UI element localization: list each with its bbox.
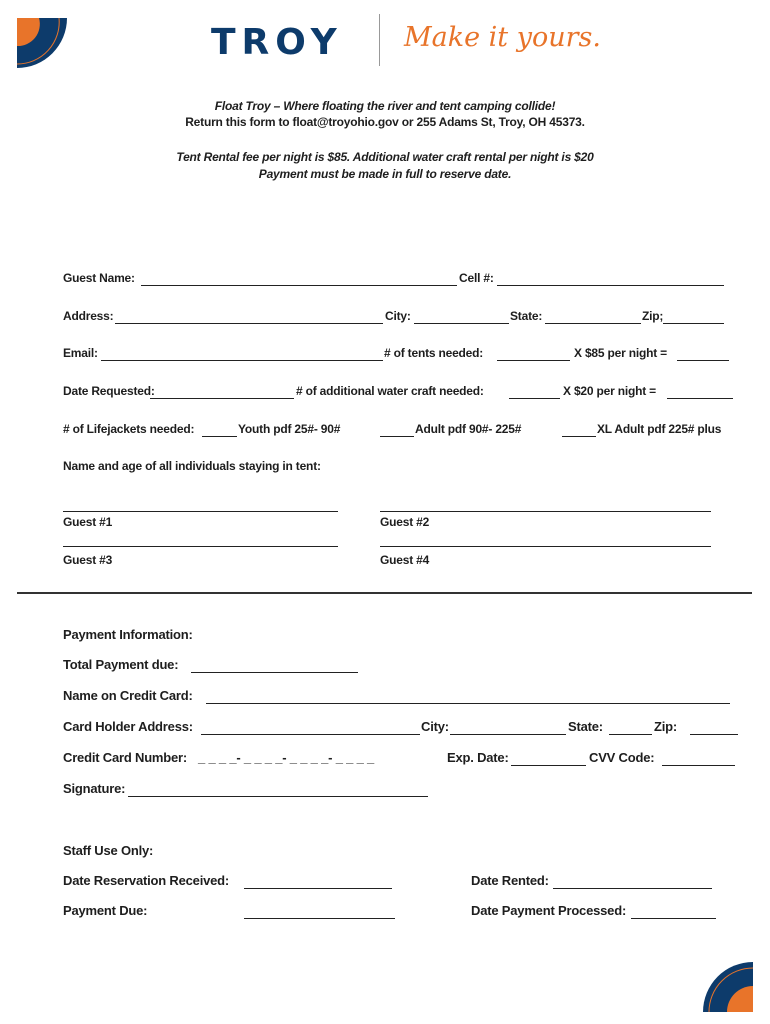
holder-address-label: Card Holder Address:	[63, 719, 193, 734]
total-due-label: Total Payment due:	[63, 657, 179, 672]
email-field[interactable]	[101, 348, 383, 361]
exp-date-label: Exp. Date:	[447, 750, 509, 765]
header-line-1: Float Troy – Where floating the river and tent camping collide!	[214, 99, 556, 113]
craft-label: # of additional water craft needed:	[296, 384, 484, 398]
tent-rate-label: X $85 per night =	[574, 346, 667, 360]
guest-4-field[interactable]	[380, 534, 711, 547]
payment-title: Payment Information:	[63, 627, 193, 642]
youth-field[interactable]	[202, 424, 237, 437]
cvv-label: CVV Code:	[589, 750, 655, 765]
holder-state-label: State:	[568, 719, 603, 734]
staff-title: Staff Use Only:	[63, 843, 154, 858]
exp-date-field[interactable]	[511, 753, 586, 766]
guest-3-field[interactable]	[63, 534, 338, 547]
payment-due-label: Payment Due:	[63, 903, 148, 918]
header-line-2: Return this form to float@troyohio.gov or 255 Adams St, Troy, OH 45373.	[185, 115, 585, 129]
date-received-field[interactable]	[244, 876, 392, 889]
craft-total-field[interactable]	[667, 386, 733, 399]
craft-rate-label: X $20 per night =	[563, 384, 656, 398]
holder-state-field[interactable]	[609, 722, 652, 735]
total-due-field[interactable]	[191, 660, 358, 673]
guest-2-label: Guest #2	[380, 515, 430, 529]
city-label: City:	[385, 309, 411, 323]
cell-field[interactable]	[497, 273, 724, 286]
date-rented-label: Date Rented:	[471, 873, 549, 888]
address-field[interactable]	[115, 311, 383, 324]
holder-city-label: City:	[421, 719, 449, 734]
name-on-card-field[interactable]	[206, 691, 730, 704]
guest-name-field[interactable]	[141, 273, 457, 286]
youth-label: Youth pdf 25#- 90#	[238, 422, 341, 436]
guest-3-label: Guest #3	[63, 553, 113, 567]
date-processed-label: Date Payment Processed:	[471, 903, 627, 918]
tents-label: # of tents needed:	[384, 346, 484, 360]
holder-zip-field[interactable]	[690, 722, 738, 735]
header-line-4: Payment must be made in full to reserve date.	[258, 167, 512, 181]
state-label: State:	[510, 309, 543, 323]
header-line-3: Tent Rental fee per night is $85. Additional water craft rental per night is $20	[176, 150, 594, 164]
signature-field[interactable]	[128, 784, 428, 797]
guest-4-label: Guest #4	[380, 553, 430, 567]
signature-label: Signature:	[63, 781, 126, 796]
email-label: Email:	[63, 346, 98, 360]
corner-logo-top-icon	[17, 18, 67, 68]
section-divider	[17, 592, 752, 594]
tent-total-field[interactable]	[677, 348, 729, 361]
holder-city-field[interactable]	[450, 722, 566, 735]
zip-field[interactable]	[663, 311, 724, 324]
guest-name-label: Guest Name:	[63, 271, 135, 285]
payment-due-field[interactable]	[244, 906, 395, 919]
logo-divider	[379, 14, 380, 66]
holder-address-field[interactable]	[201, 722, 420, 735]
corner-logo-bottom-icon	[703, 962, 753, 1012]
guest-1-label: Guest #1	[63, 515, 113, 529]
date-received-label: Date Reservation Received:	[63, 873, 230, 888]
card-number-label: Credit Card Number:	[63, 750, 188, 765]
state-field[interactable]	[545, 311, 641, 324]
guest-2-field[interactable]	[380, 499, 711, 512]
name-on-card-label: Name on Credit Card:	[63, 688, 193, 703]
cell-label: Cell #:	[459, 271, 494, 285]
adult-label: Adult pdf 90#- 225#	[415, 422, 522, 436]
holder-zip-label: Zip:	[654, 719, 678, 734]
adult-field[interactable]	[380, 424, 414, 437]
tents-field[interactable]	[497, 348, 570, 361]
date-requested-field[interactable]	[150, 386, 294, 399]
cvv-field[interactable]	[662, 753, 735, 766]
xl-label: XL Adult pdf 225# plus	[597, 422, 722, 436]
address-label: Address:	[63, 309, 114, 323]
individuals-label: Name and age of all individuals staying in tent:	[63, 459, 321, 473]
city-field[interactable]	[414, 311, 509, 324]
xl-field[interactable]	[562, 424, 596, 437]
lifejackets-label: # of Lifejackets needed:	[63, 422, 195, 436]
craft-field[interactable]	[509, 386, 560, 399]
zip-label: Zip;	[642, 309, 664, 323]
troy-logo: TROY	[211, 22, 343, 63]
guest-1-field[interactable]	[63, 499, 338, 512]
date-processed-field[interactable]	[631, 906, 716, 919]
card-number-field[interactable]: _ _ _ _- _ _ _ _- _ _ _ _- _ _ _ _	[198, 750, 375, 765]
date-rented-field[interactable]	[553, 876, 712, 889]
date-requested-label: Date Requested:	[63, 384, 155, 398]
tagline: Make it yours.	[404, 22, 601, 53]
